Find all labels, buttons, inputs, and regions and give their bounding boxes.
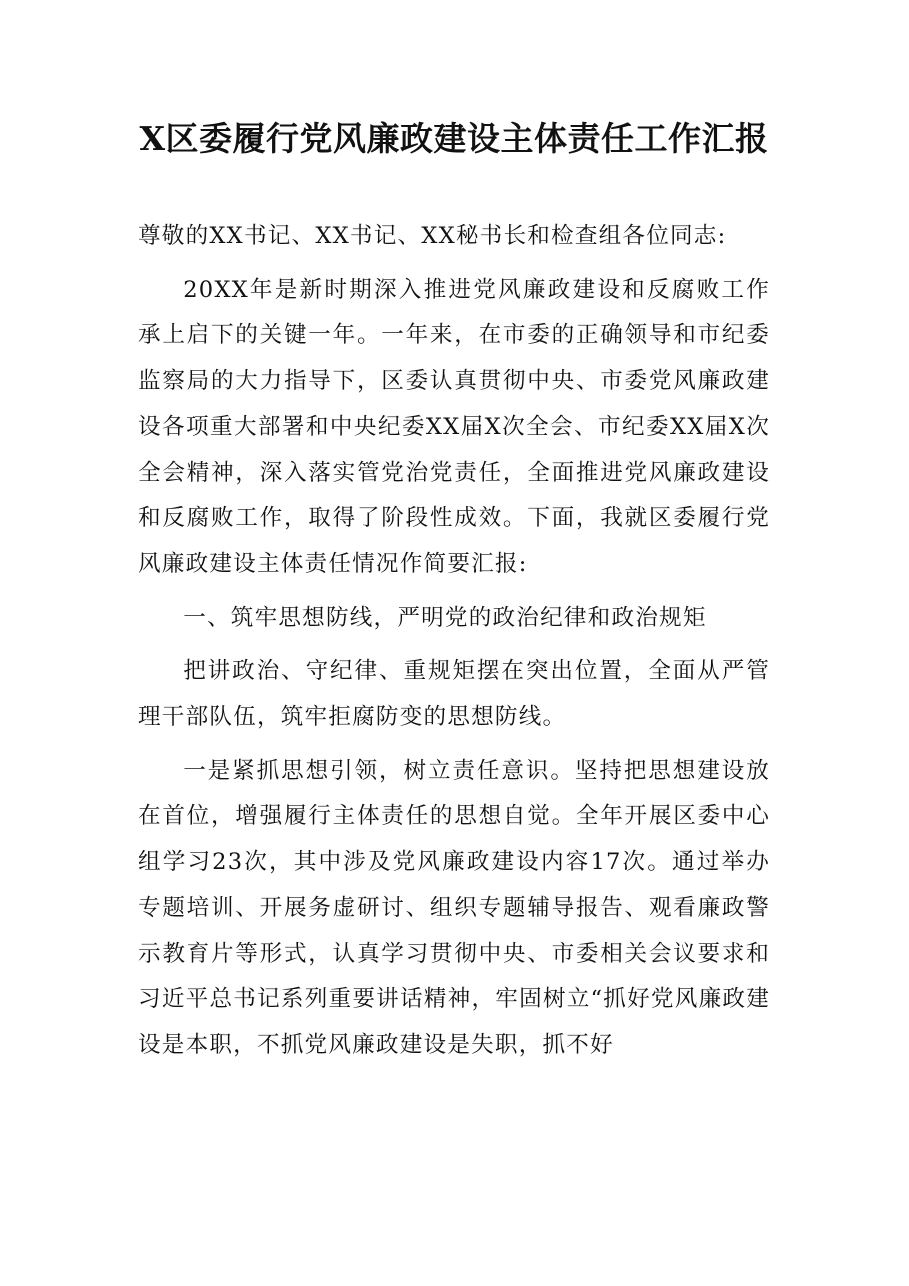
document-body (138, 214, 770, 1069)
section-heading-1: 一、筑牢思想防线，严明党的政治纪律和政治规矩 (183, 604, 707, 631)
salutation: 尊敬的XX书记、XX书记、XX秘书长和检查组各位同志: (138, 223, 727, 249)
paragraph-point-1: 一是紧抓思想引领，树立责任意识。坚持把思想建设放在首位，增强履行主体责任的思想自觉。全年开展区委中心组学习23次，其中涉及党风廉政建设内容17次。通过举办专题培训、开展务虚研讨、组织专题辅导报告、观看廉政警示教育片等形式，认真学习贯彻中央、市委相关会议要求和习近平总书记系列重要讲话精神，牢固树立“抓好党风廉政建设是本职，不抓党风廉政建设是失职，抓不好 (138, 757, 770, 1058)
paragraph-section-1-summary: 把讲政治、守纪律、重规矩摆在突出位置，全面从严管理干部队伍，筑牢拒腐防变的思想防线。 (138, 658, 770, 731)
document-title: X区委履行党风廉政建设主体责任工作汇报 (139, 119, 769, 158)
paragraph-intro: 20XX年是新时期深入推进党风廉政建设和反腐败工作承上启下的关键一年。一年来，在市委的正确领导和市纪委监察局的大力指导下，区委认真贯彻中央、市委党风廉政建设各项重大部署和中央纪委XX届X次全会、市纪委XX届X次全会精神，深入落实管党治党责任，全面推进党风廉政建设和反腐败工作，取得了阶段性成效。下面，我就区委履行党风廉政建设主体责任情况作简要汇报: (138, 276, 770, 577)
